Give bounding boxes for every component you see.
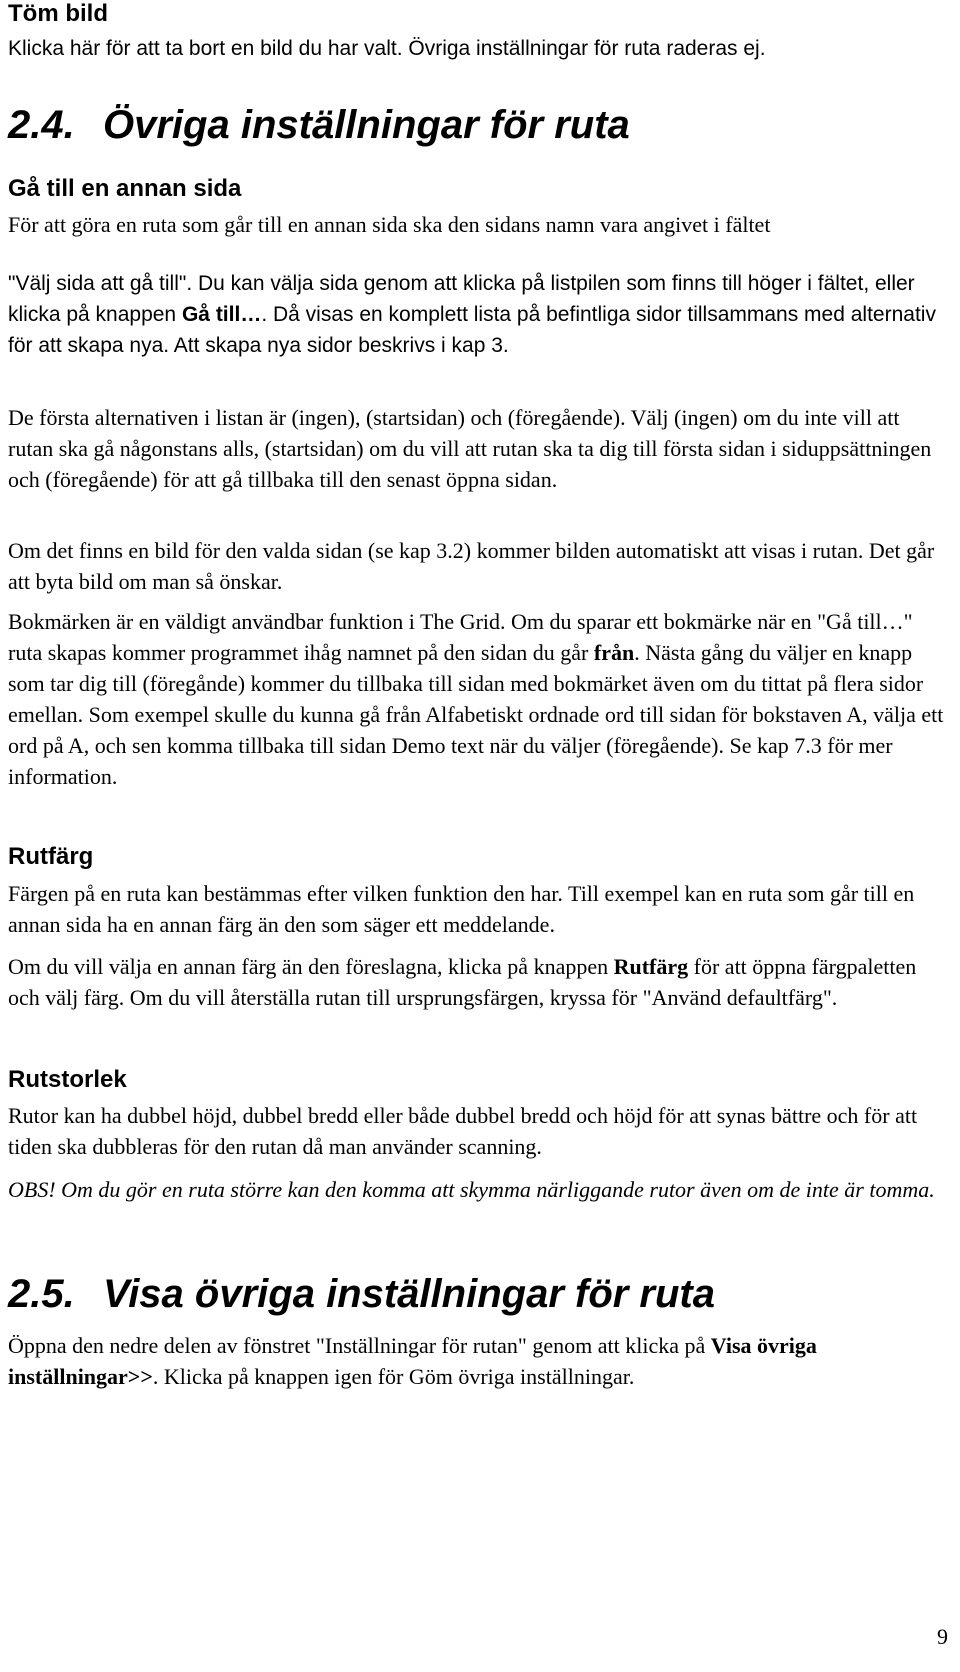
paragraph-rutstorlek: Rutor kan ha dubbel höjd, dubbel bredd eller både dubbel bredd och höjd för att synas bättre och för att tiden ska dubbleras för den rutan då man använder scanning. [8, 1103, 918, 1159]
paragraph-obs-note: OBS! Om du gör en ruta större kan den komma att skymma närliggande rutor även om de inte är tomma. [8, 1177, 935, 1202]
text-run: Öppna den nedre delen av fönstret "Inställningar för rutan" genom att klicka på [8, 1333, 706, 1358]
bold-text-rutfarg: Rutfärg [613, 954, 689, 979]
paragraph-ga-till-4: Om det finns en bild för den valda sidan (se kap 3.2) kommer bilden automatiskt att visas i rutan. Det går att byta bild om man så önskar. [8, 538, 935, 594]
bold-text-visa-ovriga: Visa övriga inställningar>> [8, 1333, 817, 1389]
paragraph-ga-till-2 [8, 268, 948, 361]
heading-tom-bild: Töm bild [8, 0, 108, 27]
paragraph-ga-till-1: För att göra en ruta som går till en annan sida ska den sidans namn vara angivet i fältet [8, 212, 771, 237]
section-title: Visa övriga inställningar för ruta [103, 1272, 715, 1316]
paragraph-rutfarg-2 [8, 951, 948, 1013]
paragraph-rutfarg-1: Färgen på en ruta kan bestämmas efter vilken funktion den har. Till exempel kan en ruta som går till en annan sida ha en annan färg än den som säger ett meddelande. [8, 881, 915, 937]
section-title: Övriga inställningar för ruta [103, 103, 630, 147]
section-heading-2-5 [8, 1270, 948, 1318]
paragraph-visa-ovriga [8, 1330, 948, 1392]
paragraph-bokmarken [8, 606, 948, 792]
bold-text-ga-till: Gå till… [181, 303, 262, 326]
section-number: 2.4. [8, 103, 75, 147]
text-run: . Då visas en komplett lista på befintliga sidor tillsammans med alternativ för att skapa nya. Att skapa nya sidor beskrivs i kap 3. [8, 303, 936, 357]
text-run: . Nästa gång du väljer en knapp som tar dig till (föregånde) kommer du tillbaka till sidan med bokmärket även om du tittat på flera sidor emellan. Som exempel skulle du kunna gå från Alfabetiskt ordnade ord till sidan för bokstaven A, välja ett ord på A, och sen komma tillbaka till sidan Demo text när du väljer (föregående). Se kap 7.3 för mer information. [8, 640, 944, 789]
paragraph-tom-bild: Klicka här för att ta bort en bild du har valt. Övriga inställningar för ruta raderas ej. [8, 37, 766, 60]
text-run: Om du vill välja en annan färg än den föreslagna, klicka på knappen [8, 954, 609, 979]
paragraph-ga-till-3: De första alternativen i listan är (ingen), (startsidan) och (föregående). Välj (ingen) om du inte vill att rutan ska gå någonstans alls, (startsidan) om du vill att rutan ska ta dig till första sidan i siduppsättningen och (föregående) för att gå tillbaka till den senast öppna sidan. [8, 405, 932, 492]
section-heading-2-4 [8, 101, 948, 149]
text-run: "Välj sida att gå till". Du kan välja sida genom att klicka på listpilen som finns till höger i fältet, eller klicka på knappen [8, 272, 915, 326]
text-run: för att öppna färgpaletten och välj färg. Om du vill återställa rutan till ursprungsfärgen, kryssa för "Använd defaultfärg". [8, 954, 917, 1010]
heading-rutstorlek: Rutstorlek [8, 1066, 127, 1093]
text-run: Bokmärken är en väldigt användbar funktion i The Grid. Om du sparar ett bokmärke när en "Gå till…" ruta skapas kommer programmet ihåg namnet på den sidan du går [8, 609, 913, 665]
section-number: 2.5. [8, 1272, 75, 1316]
bold-text-fran: från [593, 640, 635, 665]
text-run: . Klicka på knappen igen för Göm övriga inställningar. [152, 1364, 635, 1389]
page-number: 9 [937, 1624, 948, 1649]
heading-rutfarg: Rutfärg [8, 843, 94, 870]
heading-ga-till: Gå till en annan sida [8, 175, 242, 202]
